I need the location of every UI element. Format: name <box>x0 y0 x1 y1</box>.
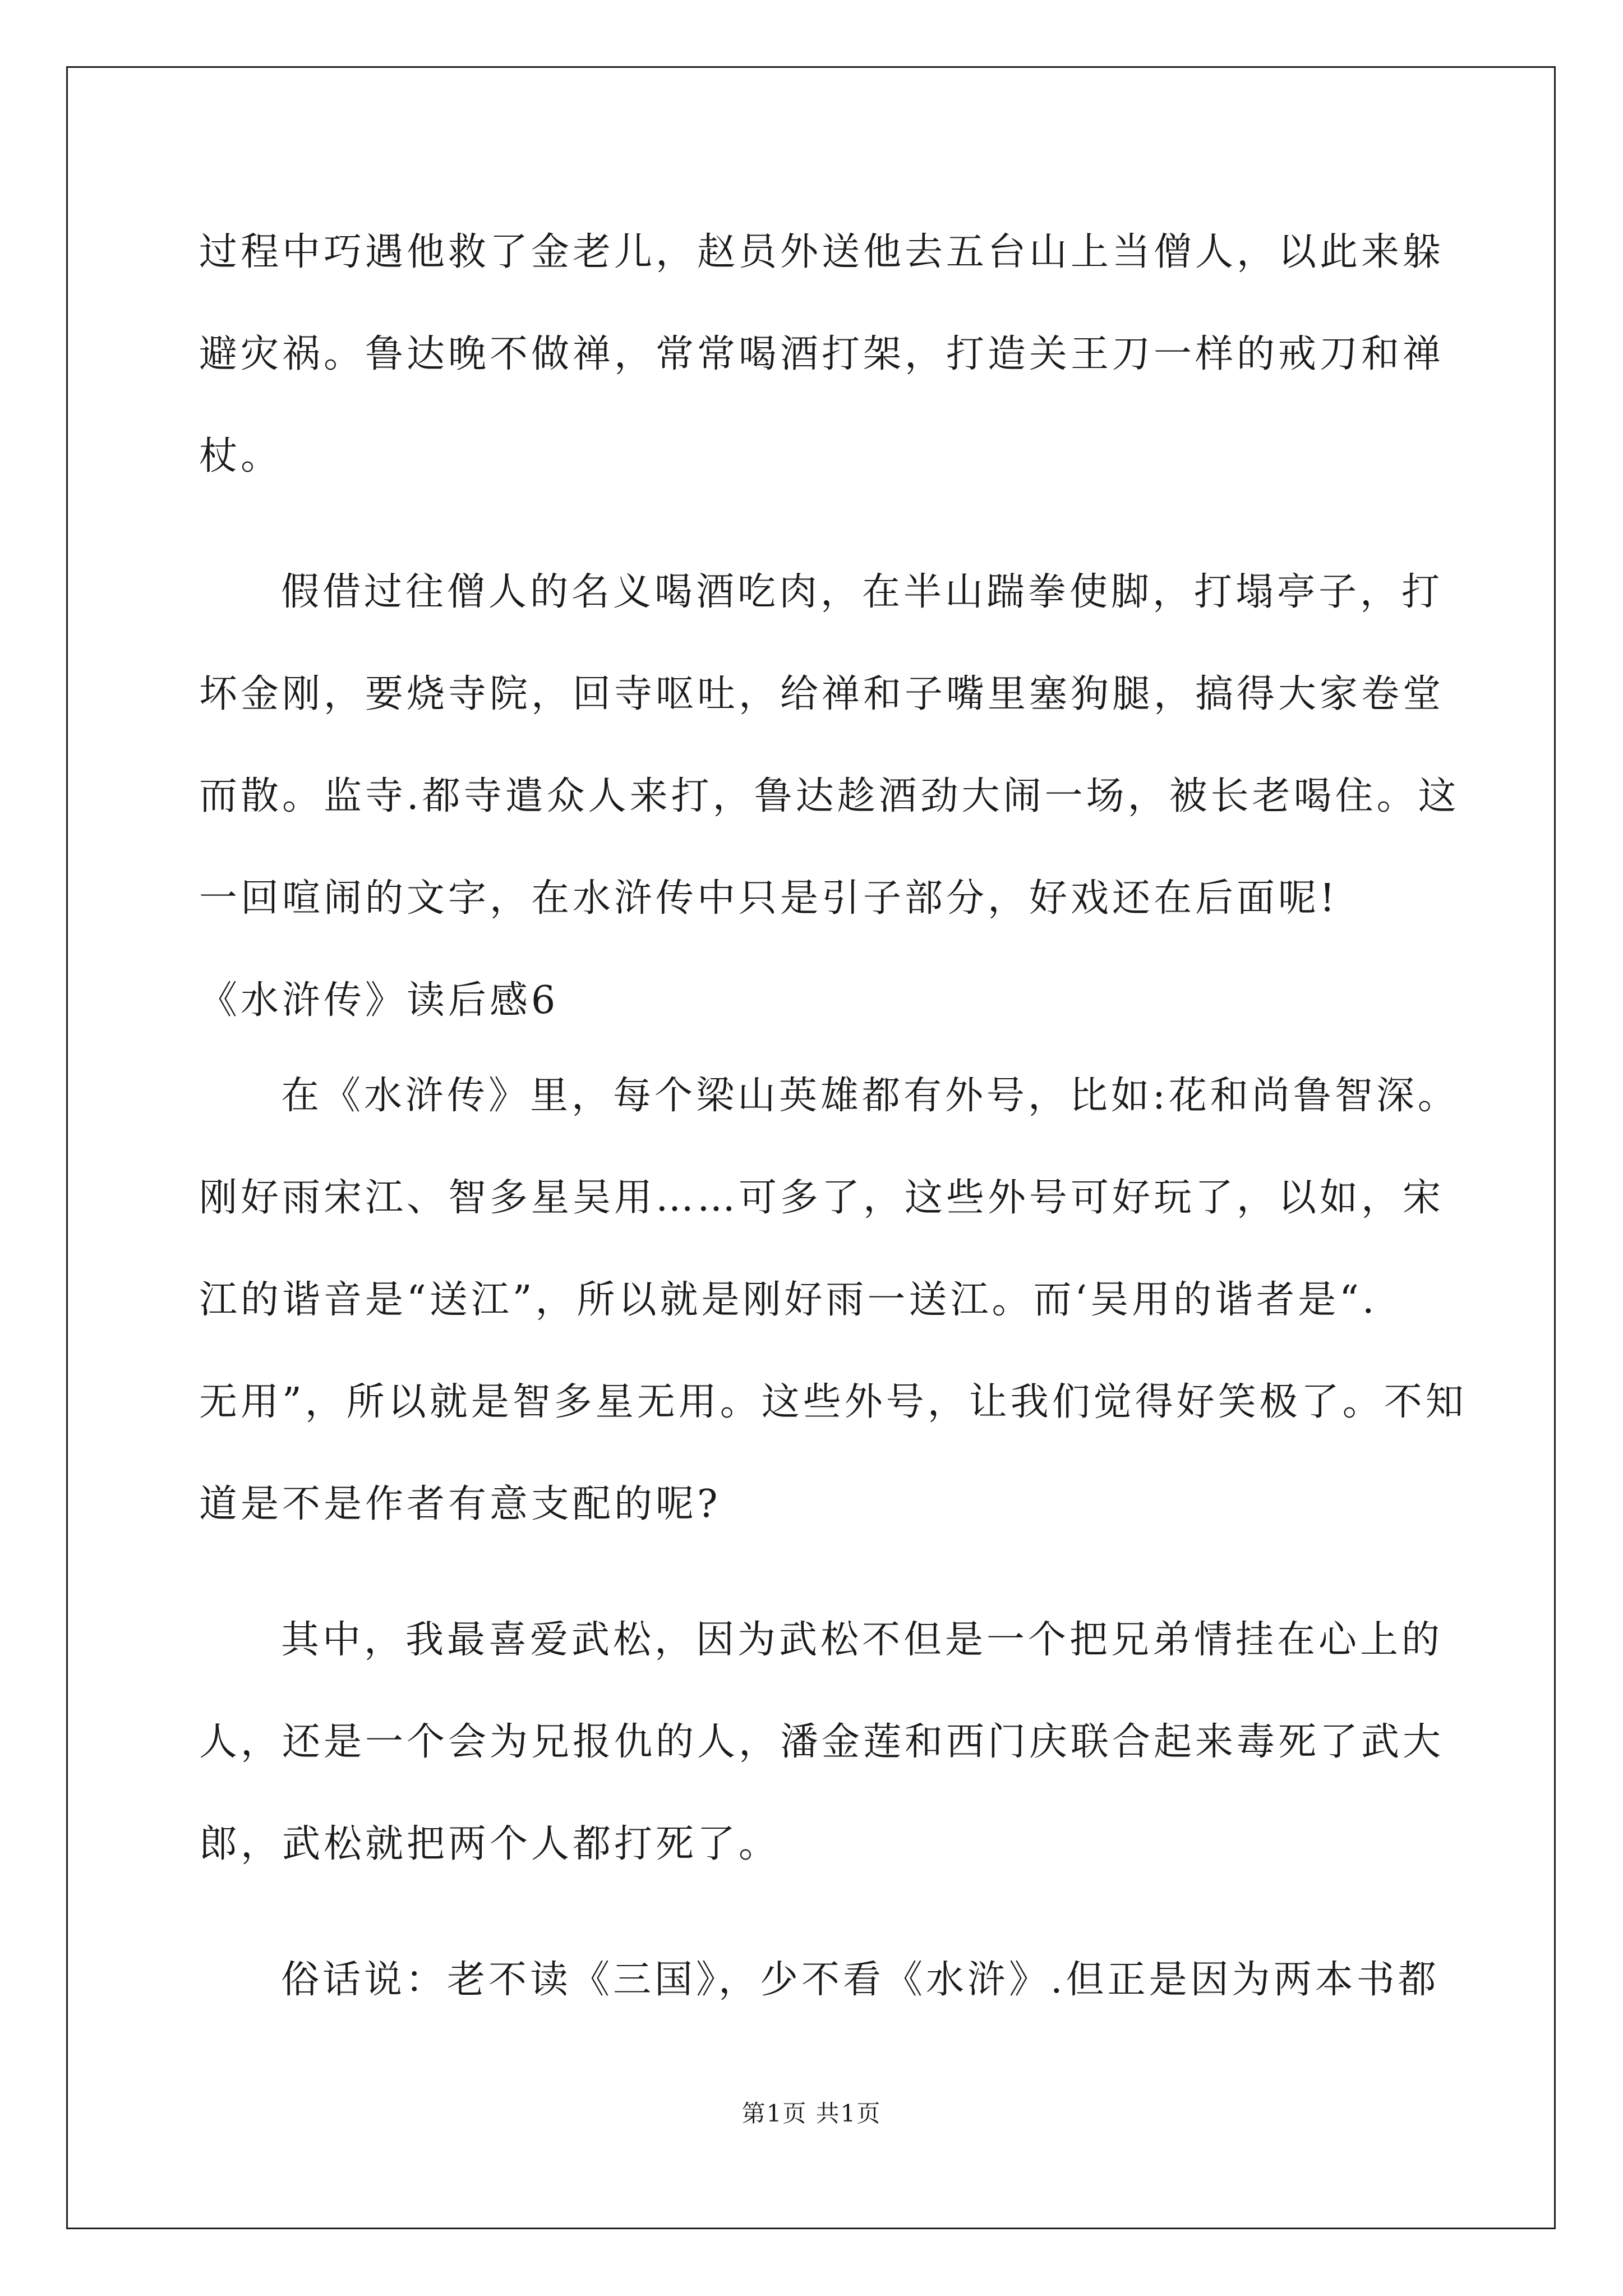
text-line: 杖。 <box>199 434 283 478</box>
text-line: 郎，武松就把两个人都打死了。 <box>199 1822 781 1866</box>
paragraph-start: 假借过往僧人的名义喝酒吃肉，在半山踹拳使脚，打塌亭子，打 <box>281 570 1444 614</box>
section-heading: 《水浒传》读后感6 <box>199 978 559 1023</box>
text-line: 道是不是作者有意支配的呢? <box>199 1482 721 1526</box>
text-line: 刚好雨宋江、智多星吴用……可多了，这些外号可好玩了，以如，宋 <box>199 1176 1445 1220</box>
text-line: 无用”，所以就是智多星无用。这些外号，让我们觉得好笑极了。不知 <box>199 1380 1467 1424</box>
text-line: 避灾祸。鲁达晚不做禅，常常喝酒打架，打造关王刀一样的戒刀和禅 <box>199 332 1445 376</box>
text-line: 而散。监寺.都寺遣众人来打，鲁达趁酒劲大闹一场，被长老喝住。这 <box>199 774 1460 818</box>
text-line: 人，还是一个会为兄报仇的人，潘金莲和西门庆联合起来毒死了武大 <box>199 1720 1445 1764</box>
document-body <box>199 208 1467 2037</box>
text-line: 坏金刚，要烧寺院，回寺呕吐，给禅和子嘴里塞狗腿，搞得大家卷堂 <box>199 672 1445 716</box>
text-line: 一回喧闹的文字，在水浒传中只是引子部分，好戏还在后面呢! <box>199 876 1339 921</box>
paragraph-start: 俗话说：老不读《三国》，少不看《水浒》.但正是因为两本书都 <box>281 1958 1440 2002</box>
paragraph-start: 其中，我最喜爱武松，因为武松不但是一个把兄弟情挂在心上的 <box>281 1618 1444 1662</box>
text-line: 过程中巧遇他救了金老儿，赵员外送他去五台山上当僧人，以此来躲 <box>199 230 1445 274</box>
text-line: 江的谐音是“送江”，所以就是刚好雨一送江。而‘吴用的谐者是“. <box>199 1278 1378 1322</box>
page-number: 第1页 共1页 <box>741 2100 882 2127</box>
paragraph-start: 在《水浒传》里，每个梁山英雄都有外号，比如:花和尚鲁智深。 <box>281 1074 1459 1118</box>
